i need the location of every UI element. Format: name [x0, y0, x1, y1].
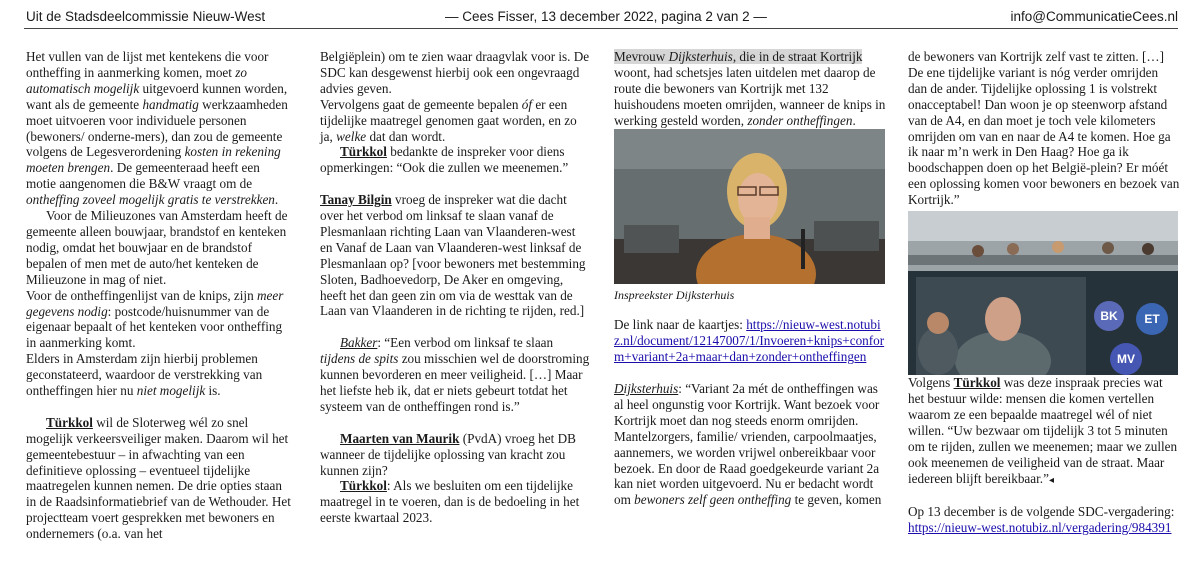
speaker-name: Türkkol: [953, 375, 1001, 391]
column-2: [320, 49, 590, 526]
speaker-name: Dijksterhuis: [614, 381, 679, 397]
paragraph-next-meeting: Op 13 december is de volgende SDC-vergadering: https://nieuw-west.notubiz.nl/vergadering/984391: [908, 504, 1175, 536]
highlighted-text: Mevrouw Dijksterhuis, die in de straat Kortrijk: [614, 49, 863, 64]
paragraph-licence-list: Het vullen van de lijst met kentekens die voor ontheffing in aanmerking komen, moet zo automatisch mogelijk uitgevoerd kunnen worden, want als de gemeente handmatig werkzaamheden moet uitvoeren voor individuele personen (bewoners/ onderne-mers), dan zou de gemeente volgens de Legesverordening kosten in rekening moeten brengen. De gemeenteraad heeft een motie aangenomen die B&W vraagt om de ontheffing zoveel mogelijk gratis te verstrekken.: [26, 49, 288, 208]
paragraph-bakker-answer: Bakker: “Een verbod om linksaf te slaan tijdens de spits zou misschien wel de doorstroming kunnen bevorderen en meer veiligheid. […] Maar het liefste heb ik, dat er niets gebeurt totdat het systeem van de ontheffingen rond is.”: [320, 335, 590, 414]
paragraph-turkkol-sloterweg: Türkkol wil de Sloterweg wél zo snel mogelijk verkeersveiliger maken. Daarom wil het gemeentebestuur – in afwachting van een definitieve oplossing – eventueel tijdelijke maatregelen kunnen nemen. De drie opties staan in de Raadsinformatiebrief van de Wethouder. Het projectteam voert gesprekken met bewoners en ondernemers (o.a. van het: [26, 414, 291, 542]
paragraph-problems: Elders in Amsterdam zijn hierbij problemen geconstateerd, waardoor de verstrekking van ontheffingen hier nu niet mogelijk is.: [26, 351, 263, 399]
maps-link[interactable]: https://nieuw-west.notubiz.nl/document/12147007/1/Invoeren+knips+conform+variant+2a+maar+dan+zonder+ontheffingen: [614, 317, 885, 365]
paragraph-van-maurik-question: Maarten van Maurik (PvdA) vroeg het DB wanneer de tijdelijke oplossing van kracht zou kunnen zijn?: [320, 430, 576, 478]
avatar-bk: BK: [1094, 301, 1124, 331]
column-3: [614, 49, 886, 508]
speaker-photo-image: [614, 129, 885, 284]
paragraph-dijksterhuis-quote: Dijksterhuis: “Variant 2a mét de ontheffingen was al heel ongunstig voor Kortrijk. Want bezoek voor Kortrijk moet dan nog steeds enorm omrijden. Mantelzorgers, familie/ vrienden, carpoolmaatjes, aannemers, we worden vrijwel onbereikbaar voor bezoek. En door de Raad goedgekeurde variant 2a kan niet worden uitgevoerd. Nu er bedacht wordt om bewoners zelf geen ontheffing te geven, komen: [614, 381, 882, 508]
paragraph-maps-link: De link naar de kaartjes: https://nieuw-west.notubiz.nl/document/12147007/1/Invoeren+knips+conform+variant+2a+maar+dan+zonder+ontheffingen: [614, 317, 885, 365]
speaker-name: Maarten van Maurik: [340, 430, 460, 446]
header-divider: [24, 28, 1178, 29]
photo-caption: Inspreekster Dijksterhuis: [614, 287, 735, 302]
paragraph-exemption-list: Voor de ontheffingenlijst van de knips, zijn meer gegevens nodig: postcode/huisnummer van de eigenaar bepaalt of het kenteken voor ontheffing in aanmerking komt.: [26, 287, 284, 351]
speaker-name: Türkkol: [46, 414, 93, 430]
paragraph-municipality-decision: Vervolgens gaat de gemeente bepalen óf er een tijdelijke maatregel genomen gaat worden, en zo ja, welke dat dan wordt.: [320, 96, 577, 144]
column-4: [908, 49, 1180, 536]
speaker-name: Bakker: [340, 335, 378, 351]
paragraph-milieuzones: Voor de Milieuzones van Amsterdam heeft de gemeente alleen bouwjaar, brandstof en kenteken nodig, omdat het bouwjaar en de brandstof bepalen of men met de auto/het kenteken de Milieuzone in mag of niet.: [26, 208, 288, 287]
paragraph-dijksterhuis-intro: Mevrouw Dijksterhuis, die in de straat Kortrijk woont, had schetsjes laten uitdelen met daarop de route die bewoners van Kortrijk met 132 huishoudens moeten omrijden, wanneer de knips in werking gesteld worden, zonder ontheffingen.: [614, 49, 886, 128]
meeting-link[interactable]: https://nieuw-west.notubiz.nl/vergadering/984391: [908, 520, 1172, 536]
header-author-date: — Cees Fisser, 13 december 2022, pagina 2 van 2 —: [445, 9, 767, 24]
paragraph-bilgin-question: Tanay Bilgin vroeg de inspreker wat die dacht over het verbod om linksaf te slaan vanaf de Plesmanlaan richting Laan van Vlaanderen-west en Vanaf de Laan van Vlaanderen-west linksaf de Plesmanlaan op? [voor bewoners met bestemming Sloten, Badhoevedorp, De Aker en omgeving, heeft het dan geen zin om via de westtak van de Laan van Vlaanderen in de richting te rijden, red.]: [320, 192, 586, 319]
column-1: [26, 49, 291, 542]
page-header: [26, 9, 1178, 29]
paragraph-turkkol-response: Volgens Türkkol was deze inspraak precies wat het bestuur wilde: mensen die komen vertellen waarom ze een bepaalde maatregel wél of niet willen. “Uw bezwaar om tijdelijk 3 tot 5 minuten om te rijden, zullen we meenemen; maar we zullen ook meenemen de veiligheid van de straat. Maar iedereen blijft bereikbaar.”◂: [908, 375, 1178, 486]
speaker-name: Türkkol: [340, 144, 387, 160]
avatar-et: ET: [1136, 303, 1168, 335]
paragraph-turkkol-answer: Türkkol: Als we besluiten om een tijdelijke maatregel in te voeren, dan is de bedoeling in het eerste kwartaal 2023.: [320, 478, 580, 526]
paragraph-turkkol-thanks: Türkkol bedankte de inspreker voor diens opmerkingen: “Ook die zullen we meenemen.”: [320, 144, 569, 176]
paragraph-dijksterhuis-quote-cont: de bewoners van Kortrijk zelf vast te zitten. […] De ene tijdelijke variant is nóg verder omrijden dan de ander. Tijdelijke oplossing 1 is volstrekt onacceptabel! Dan woon je op steenworp afstand van de A4, en dan moet je toch vele kilometers omrijden om van en naar de A4 te komen. Hoe ga ik naar m’n werk in Den Haag? Hoe ga ik boodschappen doen op het België-plein? Er móét een oplossing komen voor bewoners en bezoek van Kortrijk.”: [908, 49, 1180, 208]
speaker-name: Tanay Bilgin: [320, 192, 392, 208]
header-source: Uit de Stadsdeelcommissie Nieuw-West: [26, 9, 266, 24]
photo-video-meeting: [908, 211, 1178, 375]
header-email-link[interactable]: info@CommunicatieCees.nl: [1010, 9, 1178, 24]
avatar-mv: MV: [1110, 343, 1142, 375]
end-mark-icon: ◂: [1048, 474, 1054, 486]
speaker-name: Türkkol: [340, 478, 387, 494]
photo-dijksterhuis: [614, 129, 885, 284]
paragraph-belgieplein: Belgiëplein) om te zien waar draagvlak voor is. De SDC kan desgewenst hierbij ook een ongevraagd advies geven.: [320, 49, 590, 96]
